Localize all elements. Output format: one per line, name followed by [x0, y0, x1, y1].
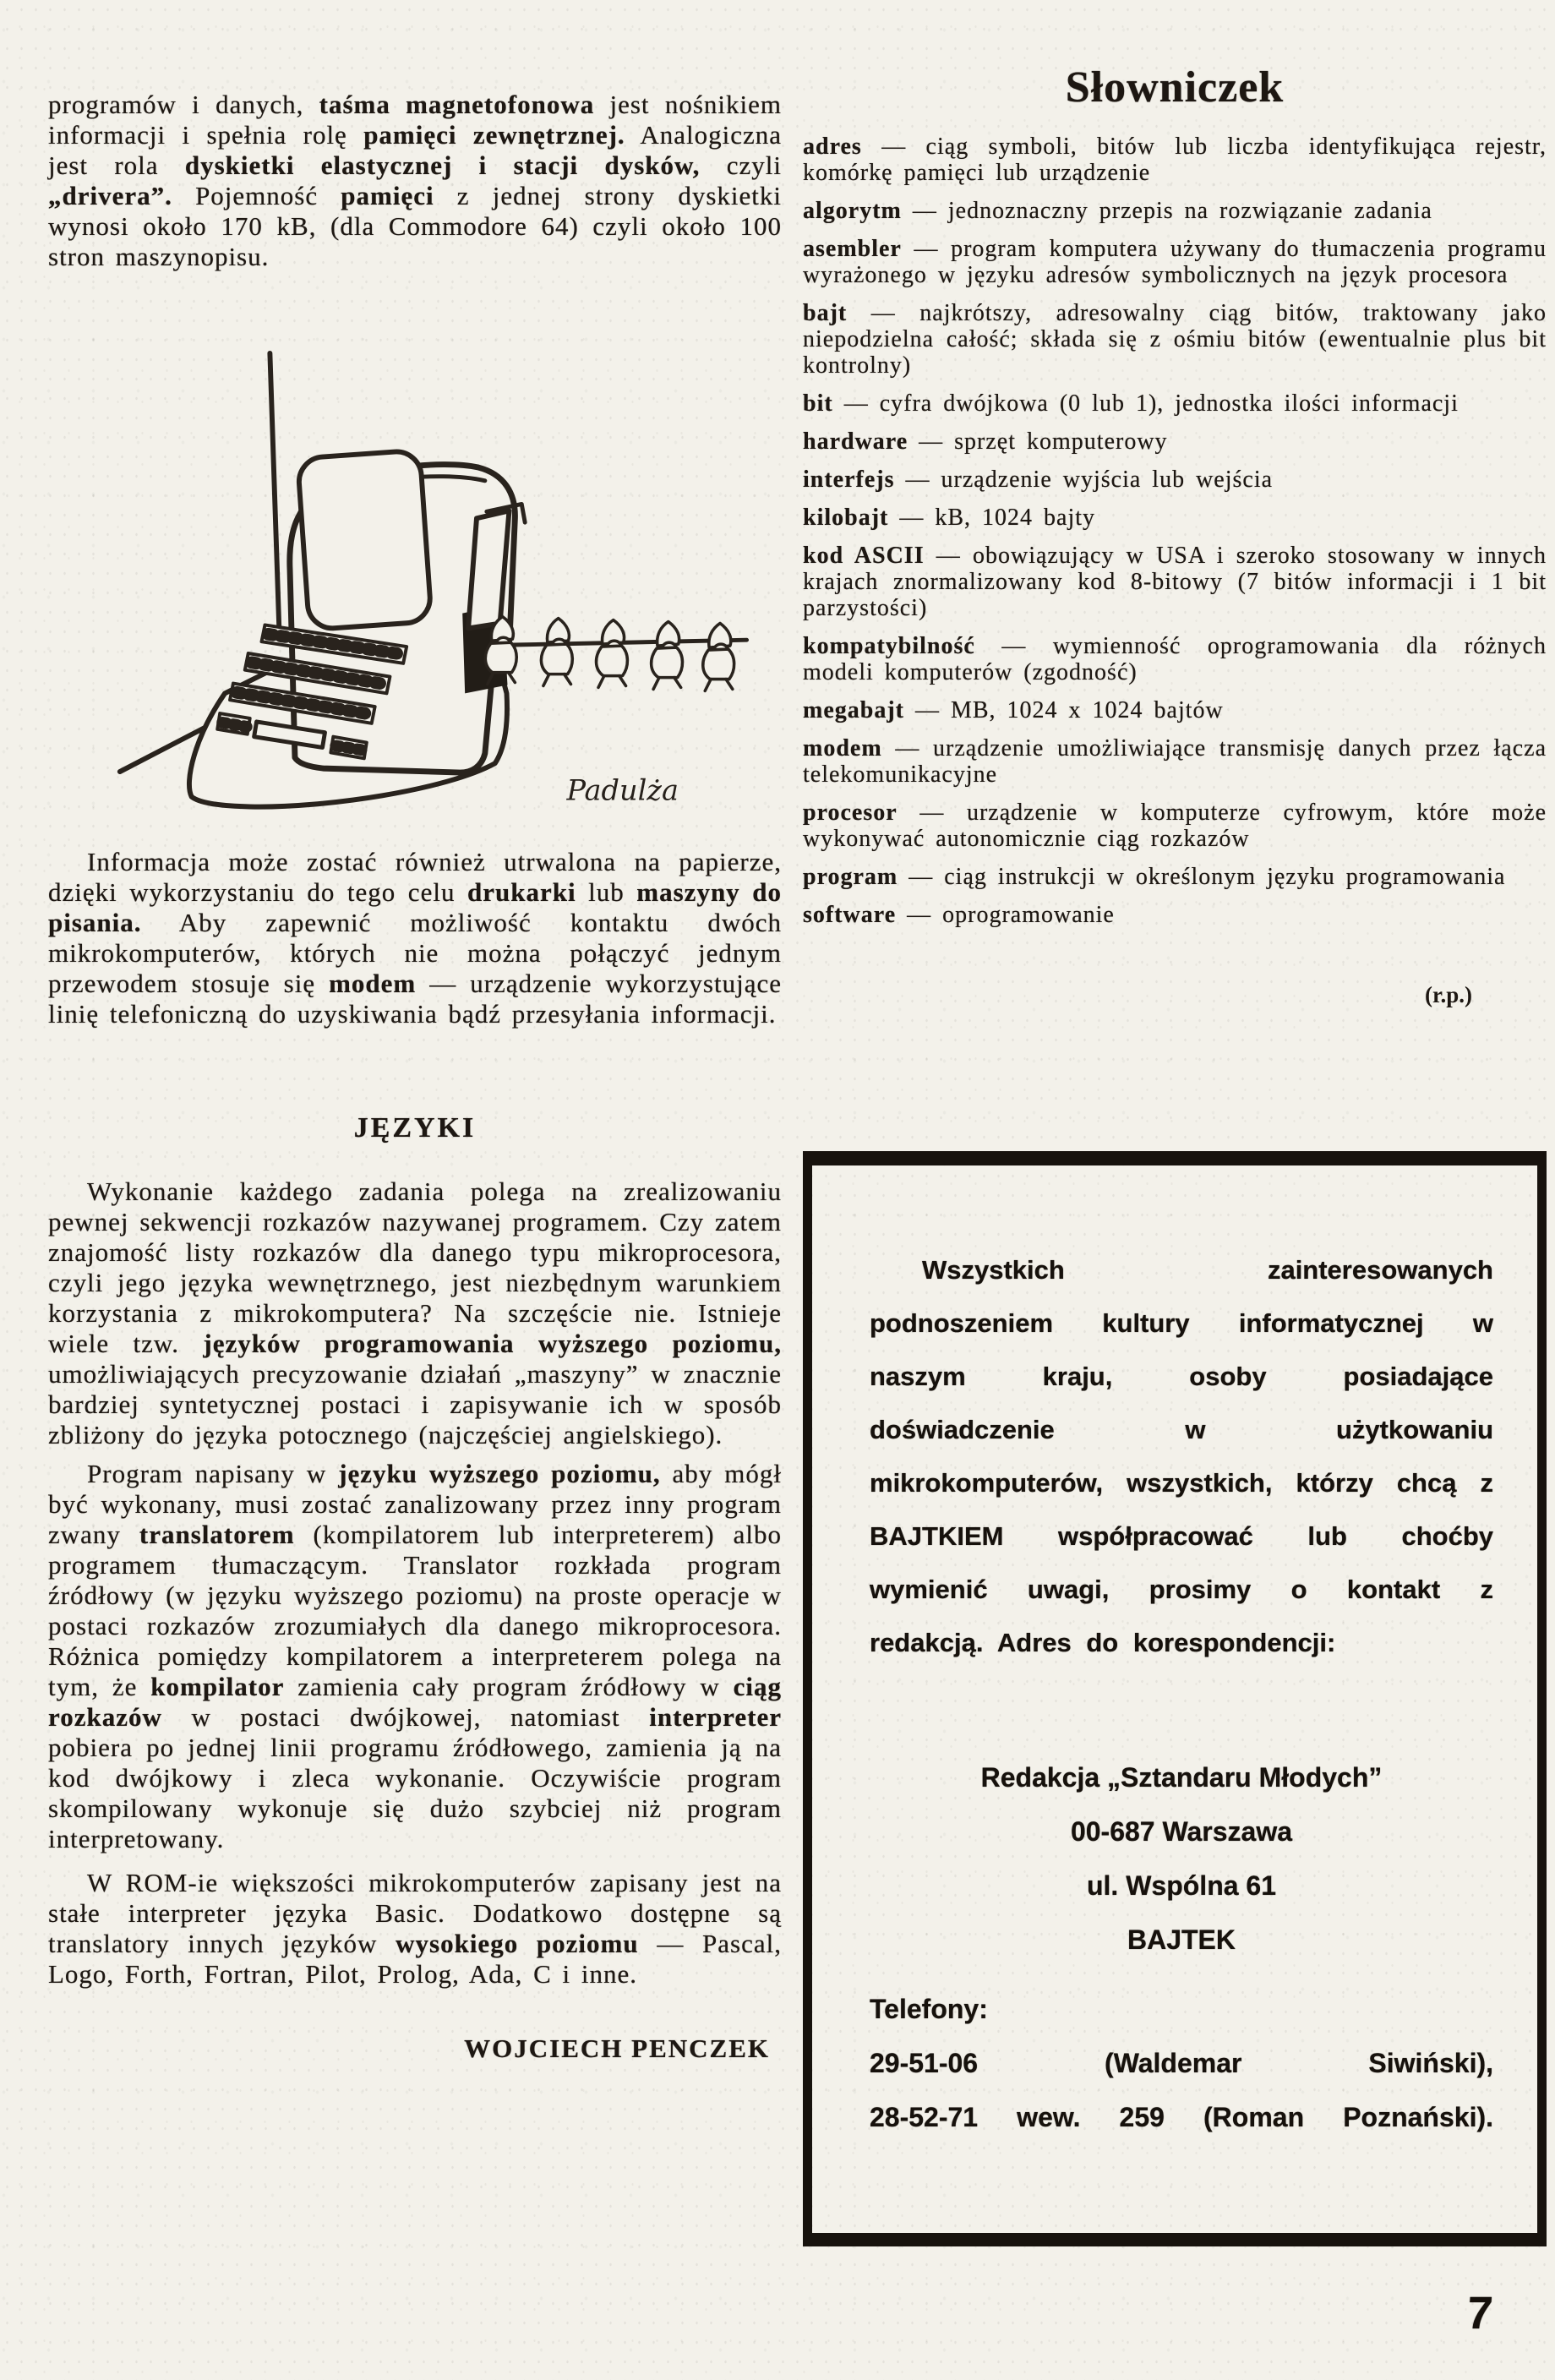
text-segment: aby mógł być wykonany, musi zostać zanalizowany przez inny program zwany — [48, 1459, 782, 1549]
glossary-definition: — urządzenie w komputerze cyfrowym, które może wykonywać autonomicznie ciąg rozkazów — [803, 800, 1547, 852]
address-line: Redakcja „Sztandaru Młodych” — [980, 1762, 1383, 1793]
computer-cartoon-illustration — [48, 303, 782, 821]
glossary-definition: — sprzęt komputerowy — [908, 429, 1168, 455]
glossary-definition: — MB, 1024 x 1024 bajtów — [903, 697, 1224, 723]
glossary-definition: — program komputera używany do tłumaczenia programu wyrażonego w języku adresów symbolicznych na język procesora — [803, 236, 1547, 288]
bold-text-segment: pamięci — [341, 181, 434, 210]
address-block — [870, 1750, 1493, 1967]
bold-text-segment: drukarki — [466, 877, 576, 907]
screen-art — [297, 450, 432, 630]
glossary-entry — [803, 864, 1547, 890]
door-art — [468, 510, 509, 628]
glossary-definition: — cyfra dwójkowa (0 lub 1), jednostka ilości informacji — [832, 390, 1459, 417]
glossary-term: bajt — [803, 300, 848, 326]
phones-label: Telefony: — [870, 1994, 988, 2024]
languages-paragraph-1 — [48, 1176, 782, 1450]
glossary-term: adres — [803, 134, 862, 160]
text-segment: zamienia cały program źródłowy w — [284, 1672, 734, 1701]
address-line: ul. Wspólna 61 — [1086, 1870, 1277, 1901]
phones-block — [870, 2036, 1493, 2144]
glossary-title: Słowniczek — [1065, 63, 1285, 112]
glossary-definition: — urządzenie umożliwiające transmisję danych przez łącza telekomunikacyjne — [803, 735, 1547, 788]
glossary-term: kod ASCII — [803, 543, 925, 569]
glossary-term: modem — [803, 735, 882, 761]
phone-line: 28-52-71 wew. 259 (Roman Poznański). — [870, 2102, 1493, 2132]
glossary-definition: — kB, 1024 bajty — [888, 505, 1096, 531]
glossary-definition: — ciąg symboli, bitów lub liczba identyfikująca rejestr, komórkę pamięci lub urządzenie — [803, 134, 1547, 186]
languages-paragraph-2 — [48, 1459, 782, 1854]
glossary-term: program — [803, 864, 898, 890]
text-segment: Program napisany w — [87, 1459, 339, 1488]
glossary-entry — [803, 300, 1547, 379]
glossary-entry — [803, 134, 1547, 186]
bold-text-segment: modem — [329, 969, 417, 998]
glossary-term: asembler — [803, 236, 902, 262]
page-number: 7 — [1465, 2288, 1495, 2339]
glossary-term: procesor — [803, 800, 898, 826]
intro-paragraph — [48, 90, 782, 272]
glossary-term: kilobajt — [803, 505, 889, 531]
glossary-entry — [803, 198, 1547, 224]
glossary-entry — [803, 697, 1547, 723]
information-paragraph — [48, 847, 782, 1029]
bold-text-segment: wysokiego poziomu — [396, 1929, 639, 1958]
glossary-definition: — wymienność oprogramowania dla różnych modeli komputerów (zgodność) — [803, 633, 1547, 685]
glossary-term: software — [803, 902, 897, 928]
bold-text-segment: maszyny do pisania. — [48, 877, 782, 937]
gnome-figure — [541, 619, 572, 686]
author-byline: WOJCIECH PENCZEK — [464, 2033, 770, 2063]
glossary-definition: — ciąg instrukcji w określonym języku programowania — [898, 864, 1506, 890]
text-segment: Pojemność — [172, 181, 341, 210]
glossary-definition: — obowiązujący w USA i szeroko stosowany w innych krajach znormalizowany kod 8-bitowy (7 bitów informacji i 1 bit parzystości) — [803, 543, 1547, 621]
glossary-entry — [803, 800, 1547, 852]
bold-text-segment: języków programowania wyższego poziomu, — [203, 1329, 782, 1358]
bold-text-segment: interpreter — [649, 1702, 782, 1732]
artist-signature: Padulża — [566, 773, 679, 807]
bold-text-segment: translatorem — [139, 1520, 295, 1549]
section-heading-jezyki: JĘZYKI — [353, 1112, 477, 1144]
glossary-entry — [803, 505, 1547, 531]
bold-text-segment: języku wyższego poziomu, — [338, 1459, 661, 1488]
bold-text-segment: kompilator — [150, 1672, 285, 1701]
glossary-entry — [803, 467, 1547, 493]
glossary-entry — [803, 902, 1547, 928]
glossary-list — [803, 134, 1547, 940]
glossary-term: interfejs — [803, 467, 895, 493]
text-segment: lub — [576, 877, 637, 907]
text-segment: (kompilatorem lub interpreterem) albo programem tłumaczącym. Translator rozkłada program źródłowy (w języku wyższego poziomu) na proste operacje w postaci rozkazów zrozumiałych dla danego mikroprocesora. Różnica pomiędzy kompilatorem a interpreterem polega na tym, że — [48, 1520, 782, 1701]
glossary-credit: (r.p.) — [1424, 982, 1472, 1007]
languages-section — [48, 1176, 782, 2064]
text-segment: Aby zapewnić możliwość kontaktu dwóch mikrokomputerów, których nie można połączyć jednym przewodem stosuje się — [48, 908, 782, 998]
text-segment: — Pascal, Logo, Forth, Fortran, Pilot, Prolog, Ada, C i inne. — [48, 1929, 782, 1989]
text-segment: jest nośnikiem informacji i spełnia rolę — [48, 90, 782, 150]
address-line: 00-687 Warszawa — [1070, 1816, 1293, 1847]
address-line: BAJTEK — [1127, 1924, 1236, 1955]
bold-text-segment: dyskietki elastycznej i stacji dysków, — [184, 150, 701, 180]
glossary-entry — [803, 633, 1547, 685]
text-segment: z jednej strony dyskietki wynosi około 170 kB, (dla Commodore 64) czyli około 100 stron maszynopisu. — [48, 181, 782, 271]
text-segment: pobiera po jednej linii programu źródłowego, zamienia ją na kod dwójkowy i zleca wykonanie. Oczywiście program skompilowany wykonuje się dużo szybciej niż program interpretowany. — [48, 1733, 782, 1853]
contact-invitation-text — [870, 1243, 1493, 1669]
text-segment: W ROM-ie większości mikrokomputerów zapisany jest na stałe interpreter języka Basic. Dodatkowo dostępne są translatory innych języków — [48, 1868, 782, 1958]
text-segment: czyli — [700, 150, 782, 180]
text-segment: Informacja może zostać również utrwalona na papierze, dzięki wykorzystaniu do tego celu — [48, 847, 782, 907]
glossary-entry — [803, 429, 1547, 455]
editorial-contact-box — [803, 1151, 1547, 2246]
right-column — [803, 0, 1547, 2380]
left-column — [48, 0, 782, 2380]
glossary-entry — [803, 390, 1547, 417]
glossary-term: hardware — [803, 429, 908, 455]
text-segment: Analogiczna jest rola — [48, 120, 782, 180]
gnome-figure — [597, 620, 628, 688]
text-segment: Wykonanie każdego zadania polega na zrealizowaniu pewnej sekwencji rozkazów nazywanej programem. Czy zatem znajomość listy rozkazów dla danego typu mikroprocesora, czyli jego języka wewnętrznego, jest niezbędnym warunkiem korzystania z mikrokomputera? Na szczęście nie. Istnieje wiele tzw. — [48, 1176, 782, 1358]
bold-text-segment: ciąg rozkazów — [48, 1672, 782, 1732]
bold-text-segment: „drivera”. — [48, 181, 172, 210]
glossary-entry — [803, 236, 1547, 288]
glossary-entry — [803, 735, 1547, 788]
rom-basic-paragraph — [48, 1868, 782, 1990]
bold-text-segment: taśma magnetofonowa — [319, 90, 595, 119]
glossary-entry — [803, 543, 1547, 621]
bold-text-segment: pamięci zewnętrznej. — [363, 120, 625, 150]
text-segment: w postaci dwójkowej, natomiast — [161, 1702, 650, 1732]
text-segment: — urządzenie wykorzystujące linię telefoniczną do uzyskiwania bądź przesyłania informacji. — [48, 969, 782, 1029]
text-segment: programów i danych, — [48, 90, 319, 119]
glossary-definition: — urządzenie wyjścia lub wejścia — [894, 467, 1274, 493]
glossary-term: bit — [803, 390, 833, 417]
computer-cartoon-figure — [48, 303, 782, 828]
glossary-definition: — jednoznaczny przepis na rozwiązanie zadania — [901, 198, 1432, 224]
glossary-term: algorytm — [803, 198, 902, 224]
glossary-definition: — oprogramowanie — [896, 902, 1115, 928]
phone-line: 29-51-06 (Waldemar Siwiński), — [870, 2048, 1493, 2078]
gnome-figure — [703, 623, 734, 691]
gnome-figure — [652, 622, 683, 690]
text-segment: Wszystkich zainteresowanych podnoszeniem kultury informatycznej w naszym kraju, osoby posiadające doświadczenie w użytkowaniu mikrokomputerów, wszystkich, którzy chcą z BAJTKIEM współpracować lub choćby wymienić uwagi, prosimy o kontakt z redakcją. Adres do korespondencji: — [870, 1255, 1493, 1657]
wall-line-art — [270, 353, 279, 627]
text-segment: umożliwiających precyzowanie działań „maszyny” w znacznie bardziej syntetycznej postaci i zapisywanie ich w sposób zbliżony do języka potocznego (najczęściej angielskiego). — [48, 1359, 782, 1449]
glossary-definition: — najkrótszy, adresowalny ciąg bitów, traktowany jako niepodzielna całość; składa się z ośmiu bitów (ewentualnie plus bit kontrolny) — [803, 300, 1547, 379]
glossary-term: kompatybilność — [803, 633, 975, 659]
glossary-term: megabajt — [803, 697, 904, 723]
